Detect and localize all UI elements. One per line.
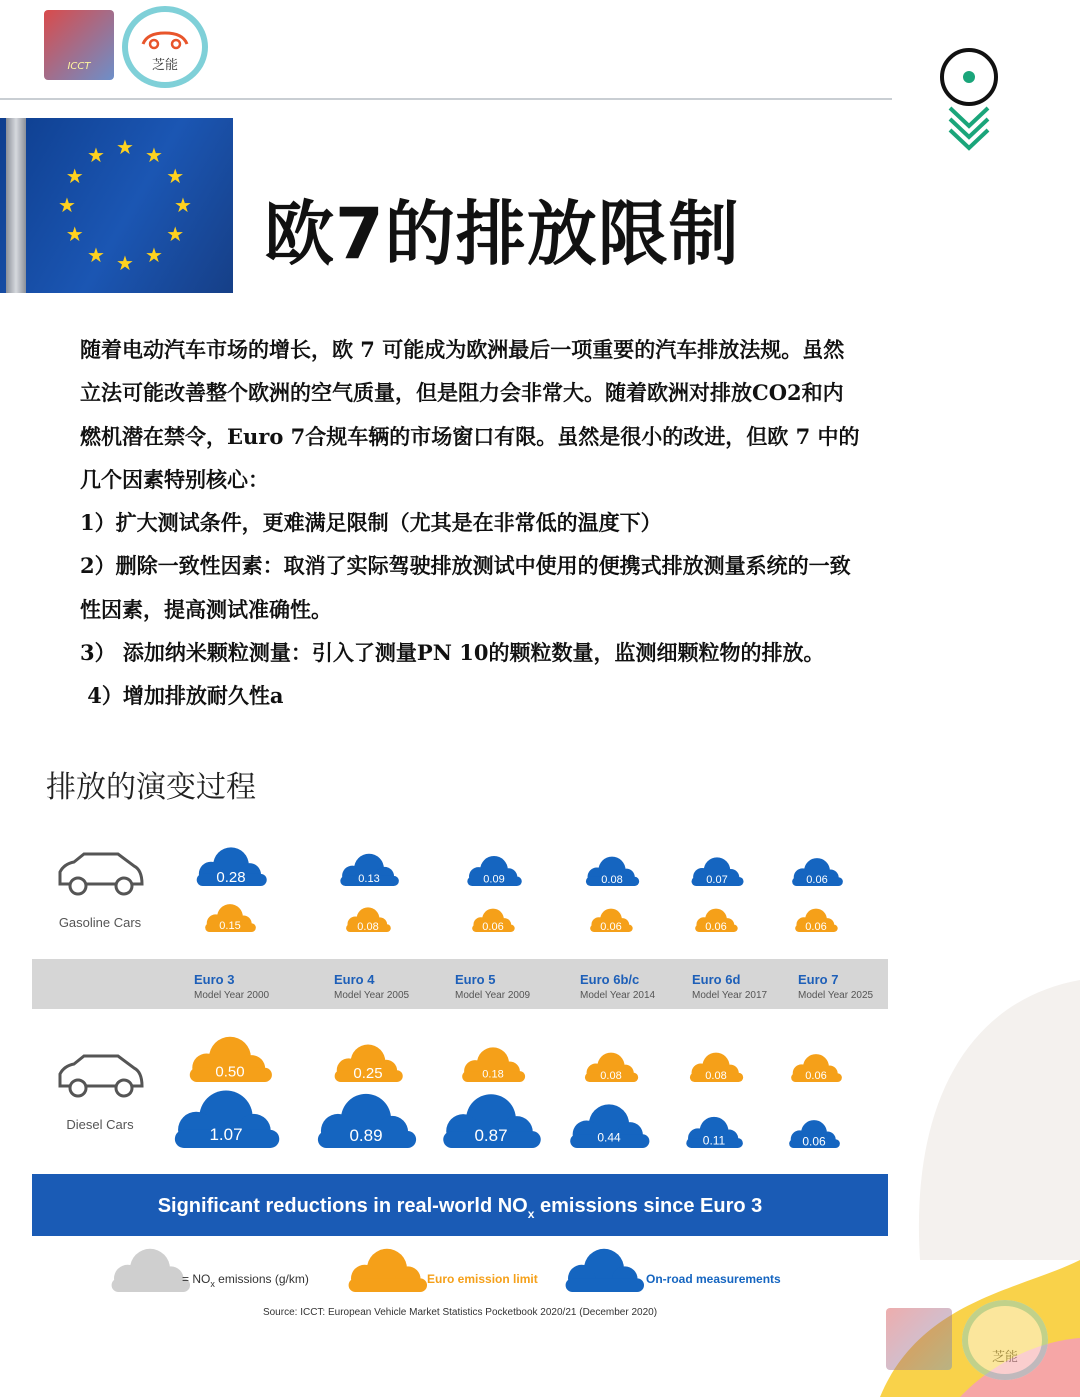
category-label: Euro 4 bbox=[334, 972, 375, 987]
logo-photo-caption: ICCT bbox=[67, 61, 91, 72]
cloud-value: 0.18 bbox=[482, 1068, 504, 1081]
cloud-value: 0.44 bbox=[597, 1130, 621, 1145]
eu-flag-photo bbox=[0, 118, 233, 293]
body-line: 2）删除一致性因素：取消了实际驾驶排放测试中使用的便携式排放测量系统的一致 bbox=[80, 553, 851, 579]
eu-star-icon: ★ bbox=[65, 164, 84, 188]
body-line: 3） 添加纳米颗粒测量：引入了测量PN 10的颗粒数量，监测细颗粒物的排放。 bbox=[80, 640, 825, 666]
car-logo-icon bbox=[140, 28, 190, 50]
legend-limit-label: Euro emission limit bbox=[427, 1272, 538, 1286]
logo-photo bbox=[44, 10, 114, 80]
category-sublabel: Model Year 2009 bbox=[455, 990, 531, 1001]
diesel-car-icon bbox=[60, 1056, 142, 1096]
category-label: Euro 7 bbox=[798, 972, 839, 987]
header-divider bbox=[0, 98, 892, 100]
cloud-value: 1.07 bbox=[209, 1125, 243, 1145]
cloud-value: 0.28 bbox=[216, 868, 246, 886]
eu-star-icon: ★ bbox=[116, 251, 134, 275]
eu-star-icon: ★ bbox=[87, 142, 105, 167]
cloud-value: 0.89 bbox=[349, 1125, 383, 1145]
legend-blue-cloud bbox=[566, 1249, 644, 1292]
category-label: Euro 6d bbox=[692, 972, 741, 987]
category-sublabel: Model Year 2017 bbox=[692, 990, 768, 1001]
cloud-value: 0.13 bbox=[358, 873, 380, 886]
body-line: 几个因素特别核心： bbox=[80, 466, 269, 492]
body-line: 1）扩大测试条件，更难满足限制（尤其是在非常低的温度下） bbox=[80, 510, 662, 536]
category-sublabel: Model Year 2000 bbox=[194, 990, 270, 1001]
eu-star-icon: ★ bbox=[166, 164, 185, 188]
body-line: 随着电动汽车市场的增长，欧 7 可能成为欧洲最后一项重要的汽车排放法规。虽然 bbox=[80, 337, 845, 362]
chart-source: Source: ICCT: European Vehicle Market Statistics Pocketbook 2020/21 (December 2020) bbox=[262, 1307, 658, 1318]
category-label: Euro 5 bbox=[455, 972, 496, 987]
eu-star-icon: ★ bbox=[145, 243, 163, 268]
group-label-gasoline: Gasoline Cars bbox=[58, 915, 142, 930]
body-line: 4）增加排放耐久性a bbox=[80, 683, 284, 709]
cloud-value: 0.15 bbox=[219, 920, 241, 933]
cloud-value: 0.06 bbox=[802, 1134, 826, 1149]
category-label: Euro 6b/c bbox=[580, 972, 640, 987]
cloud-value: 0.50 bbox=[215, 1063, 245, 1081]
eu-stars-icon bbox=[0, 118, 233, 293]
brand-logo-watermark bbox=[880, 1300, 1060, 1380]
eu-star-icon: ★ bbox=[87, 243, 105, 268]
gasoline-car-icon bbox=[60, 854, 142, 894]
category-sublabel: Model Year 2025 bbox=[798, 990, 874, 1001]
cloud-value: 0.06 bbox=[482, 921, 504, 934]
legend-gray-cloud bbox=[112, 1249, 190, 1292]
body-line: 性因素，提高测试准确性。 bbox=[80, 596, 332, 622]
target-chevrons-icon bbox=[936, 46, 1002, 156]
eu-star-icon: ★ bbox=[145, 142, 163, 167]
brand-name: 芝能 bbox=[151, 58, 178, 73]
emissions-chart bbox=[0, 820, 1080, 1340]
category-sublabel: Model Year 2005 bbox=[334, 990, 410, 1001]
eu-star-icon: ★ bbox=[58, 193, 76, 217]
category-label: Euro 3 bbox=[194, 972, 235, 987]
cloud-value: 0.08 bbox=[600, 1069, 622, 1082]
category-sublabel: Model Year 2014 bbox=[580, 990, 656, 1001]
legend-onroad-label: On-road measurements bbox=[646, 1272, 781, 1286]
cloud-value: 0.07 bbox=[706, 873, 728, 886]
cloud-value: 0.06 bbox=[806, 874, 828, 887]
cloud-value: 0.87 bbox=[474, 1126, 508, 1146]
legend-orange-cloud bbox=[349, 1249, 427, 1292]
brand-circle bbox=[962, 1300, 1048, 1380]
eu-star-icon: ★ bbox=[65, 222, 84, 246]
cloud-value: 0.08 bbox=[357, 920, 379, 933]
cloud-value: 0.11 bbox=[702, 1133, 726, 1148]
body-line: 燃机潜在禁令，Euro 7合规车辆的市场窗口有限。虽然是很小的改进，但欧 7 中的 bbox=[80, 423, 860, 449]
group-label-diesel: Diesel Cars bbox=[66, 1117, 134, 1132]
brand-name: 芝能 bbox=[991, 1350, 1018, 1365]
cloud-value: 0.06 bbox=[705, 921, 727, 934]
legend-nox-label: = $NO_x$ emissions (g/km) bbox=[182, 1272, 309, 1289]
cloud-value: 0.06 bbox=[805, 1070, 827, 1083]
cloud-value: 0.09 bbox=[483, 873, 505, 886]
page-title: 欧7的排放限制 bbox=[264, 193, 740, 275]
summary-banner-text: Significant reductions in real-world $NO_x$ emissions since Euro 3 bbox=[157, 1195, 763, 1221]
eu-star-icon: ★ bbox=[116, 135, 134, 159]
brand-logo bbox=[122, 6, 208, 88]
body-line: 立法可能改善整个欧洲的空气质量，但是阻力会非常大。随着欧洲对排放CO2和内 bbox=[80, 380, 844, 406]
body-text bbox=[80, 328, 960, 718]
cloud-value: 0.25 bbox=[353, 1065, 383, 1083]
cloud-value: 0.08 bbox=[705, 1069, 727, 1082]
logo-photo bbox=[886, 1308, 952, 1370]
eu-star-icon: ★ bbox=[174, 193, 192, 217]
cloud-value: 0.06 bbox=[805, 921, 827, 934]
cloud-value: 0.06 bbox=[600, 921, 622, 934]
eu-star-icon: ★ bbox=[166, 222, 185, 246]
cloud-value: 0.08 bbox=[601, 873, 623, 886]
section-title: 排放的演变过程 bbox=[46, 770, 256, 805]
